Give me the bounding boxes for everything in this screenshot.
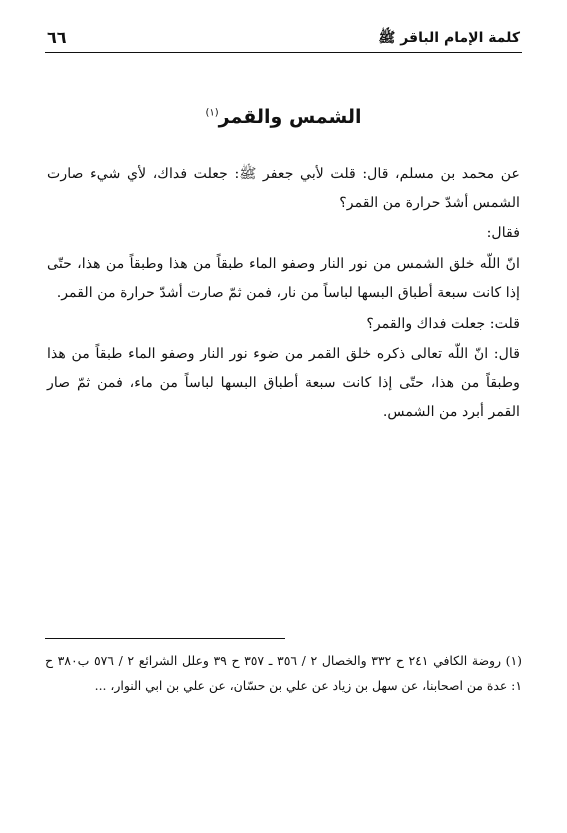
page-number: ٦٦ (47, 28, 67, 47)
chapter-title (45, 106, 522, 128)
footnote-divider (45, 638, 285, 639)
paragraph-answer-moon: قال: انّ اللّه تعالى ذكره خلق القمر من ضوء نور النار وصفو الماء طبقاً من هذا وطبقاً من هذا، حتّى إذا كانت سبعة أطباق البسها لباساً من ماء، فمن ثمّ صار القمر أبرد من الشمس. (47, 346, 520, 420)
paragraph-question: عن محمد بن مسلم، قال: قلت لأبي جعفر ﷺ: جعلت فداك، لأي شيء صارت الشمس أشدّ حرارة من القمر؟ (47, 166, 520, 211)
footnote: (١) روضة الكافي ٢٤١ ح ٣٣٢ والخصال ٢ / ٣٥٦ ـ ٣٥٧ ح ٣٩ وعلل الشرائع ٢ / ٥٧٦ ب٣٨٠ ح ١: عدة من اصحابنا، عن سهل بن زياد عن علي بن حسّان، عن علي بن ابي النوار، ... (45, 653, 522, 693)
running-header (45, 26, 522, 53)
paragraph-question-moon: قلت: جعلت فداك والقمر؟ (366, 316, 520, 332)
body-text (47, 160, 520, 428)
paragraph-he-said: فقال: (486, 225, 520, 241)
paragraph-answer-sun: انّ اللّه خلق الشمس من نور النار وصفو الماء طبقاً من هذا وطبقاً من هذا، حتّى إذا كانت سبعة أطباق البسها لباساً من نار، فمن ثمّ صارت أشدّ حرارة من القمر. (47, 256, 520, 301)
footnote-marker: (١) (205, 107, 219, 119)
chapter-title-text: الشمس والقمر (218, 106, 362, 128)
running-title: كلمة الإمام الباقر ﷺ (378, 30, 520, 46)
